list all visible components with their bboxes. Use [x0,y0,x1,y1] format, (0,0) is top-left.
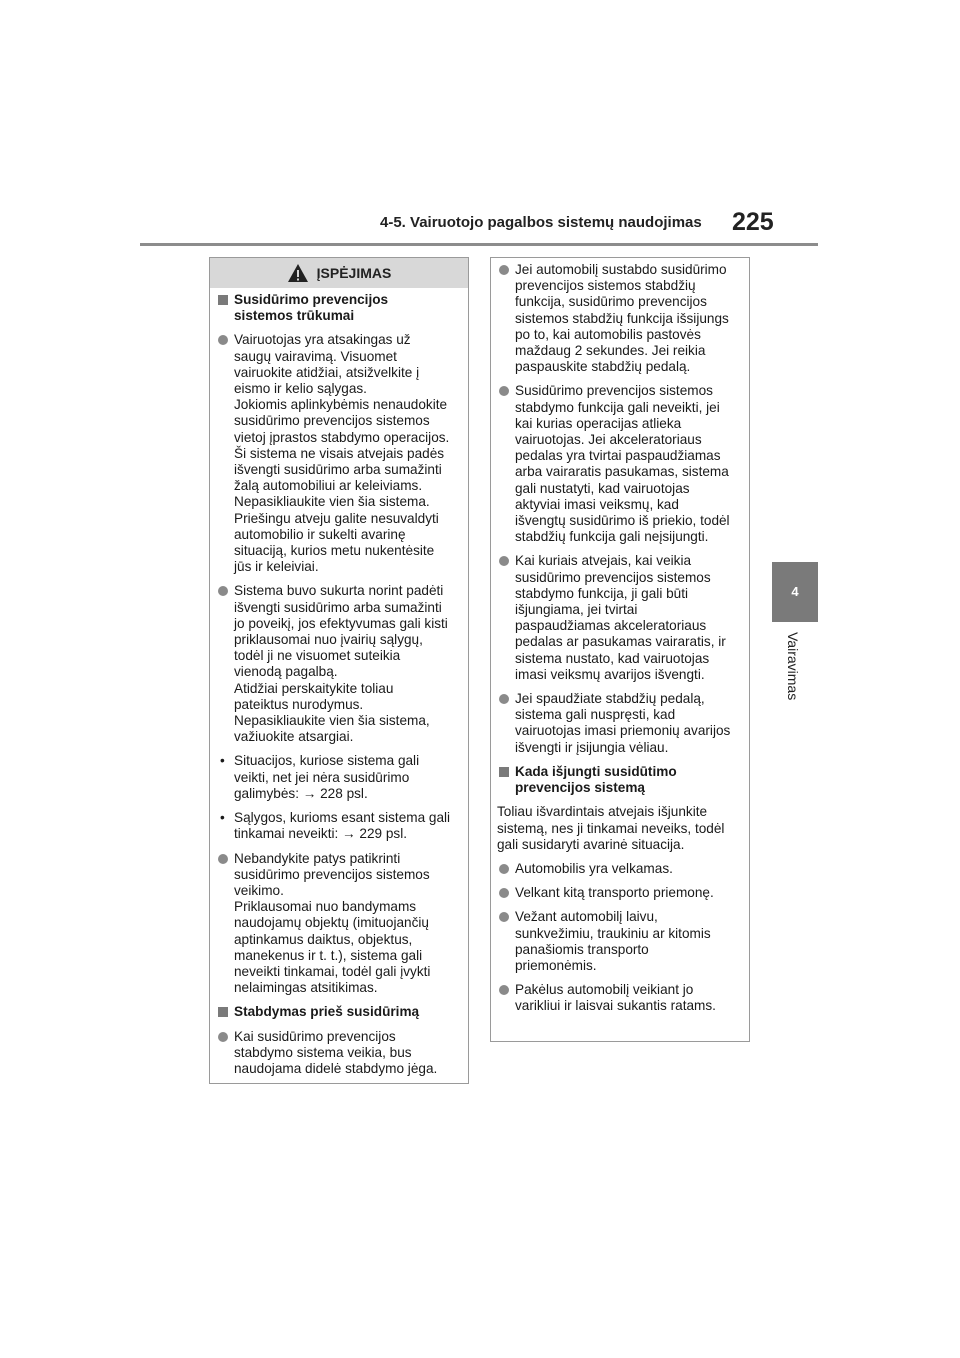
list-item: Sistema buvo sukurta norint padėti išvengti susidūrimo arba sumažinti jo poveikį, jos efektyvumas gali kisti priklausomai nuo įvairių sąlygų, todėl ji ne visuomet suteikia vienodą pagalbą. Atidžiai perskaitykite toliau pateiktus nurodymus. Nepasikliaukite vien šia sistema, važiuokite atsargiai. [216,583,462,745]
chapter-label: Vairavimas [785,632,801,701]
continued-box [490,257,750,1042]
list-item: Kai kuriais atvejais, kai veikia susidūrimo prevencijos sistemos stabdymo funkcija, ji gali būti išjungiama, jei tvirtai paspaudžiamas akceleratoriaus pedalas ar pasukamas vairaratis, ir sistema nustato, kad vairuotojas imasi veiksmų avarijos išvengti. [497,553,743,683]
section-heading: Stabdymas prieš susidūrimą [216,1004,462,1020]
list-item: Kai susidūrimo prevencijos stabdymo sistema veikia, bus naudojama didelė stabdymo jėga. [216,1029,462,1078]
list-item: Nebandykite patys patikrinti susidūrimo prevencijos sistemos veikimo. Priklausomai nuo bandymams naudojamų objektų (imituojančių aptinkamus daiktus, objektus, manekenus ir t. t.), sistema gali neveikti tinkamai, todėl gali įvykti nelaimingas atsitikimas. [216,851,462,997]
header-rule [140,243,818,246]
paragraph: Toliau išvardintais atvejais išjunkite sistemą, nes ji tinkamai neveiks, todėl gali susidaryti avarinė situacija. [497,804,725,852]
list-item: Pakėlus automobilį veikiant jo varikliui ir laisvai sukantis ratams. [497,982,743,1014]
warning-title: ĮSPĖJIMAS [316,265,392,281]
list-item: Vairuotojas yra atsakingas už saugų vairavimą. Visuomet vairuokite atidžiai, atsižvelkite į eismo ir kelio sąlygas. Jokiomis aplinkybėmis nenaudokite susidūrimo prevencijos sistemos vietoj įprastos stabdymo operacijos. Ši sistema ne visais atvejais padės išvengti susidūrimo arba sumažinti žalą automobiliui ar keleiviams. Nepasikliaukite vien šia sistema. Priešingu atveju galite nesuvaldyti automobilio ir sukelti avarinę situaciją, kurios metu nukentėsite jūs ir keleiviai. [216,332,462,575]
warning-header [210,258,468,288]
list-item: Susidūrimo prevencijos sistemos stabdymo funkcija gali neveikti, jei kai kurias operacijas atlieka vairuotojas. Jei akceleratoriaus pedalas yra tvirtai paspaudžiamas arba vairaratis pasukamas, sistema gali nustatyti, kad vairuotojas aktyviai imasi veiksmų, kad išvengtų susidūrimo iš priekio, todėl stabdžių funkcija gali neįsijungti. [497,383,743,545]
warning-box [209,257,469,1084]
section-heading: Kada išjungti susidūtimo prevencijos sistemą [497,764,743,796]
warning-content [210,288,468,1077]
list-item: Automobilis yra velkamas. [497,861,743,877]
list-item: Jei spaudžiate stabdžių pedalą, sistema gali nuspręsti, kad vairuotojas imasi priemonių avarijos išvengti ir įsijungia vėliau. [497,691,743,756]
section-title: 4-5. Vairuotojo pagalbos sistemų naudojimas [380,214,702,231]
continued-content [491,258,749,1015]
list-item: Velkant kitą transporto priemonę. [497,885,743,901]
list-item: Vežant automobilį laivu, sunkvežimiu, traukiniu ar kitomis panašiomis transporto priemonėmis. [497,909,743,974]
sub-list-item: • Sąlygos, kurioms esant sistema gali tinkamai neveikti: → 229 psl. [216,810,462,842]
list-item: Jei automobilį sustabdo susidūrimo prevencijos sistemos stabdžių funkcija, susidūrimo prevencijos sistemos stabdžių funkcija išsijungs po to, kai automobilis pastovės maždaug 2 sekundes. Jei reikia paspauskite stabdžių pedalą. [497,262,743,375]
sub-list-item: • Situacijos, kuriose sistema gali veikti, net jei nėra susidūrimo galimybės: → 228 psl. [216,753,462,802]
chapter-number: 4 [791,584,799,599]
page-number: 225 [732,208,774,236]
section-heading: Susidūrimo prevencijos sistemos trūkumai [216,292,462,324]
warning-triangle-icon [287,263,309,283]
